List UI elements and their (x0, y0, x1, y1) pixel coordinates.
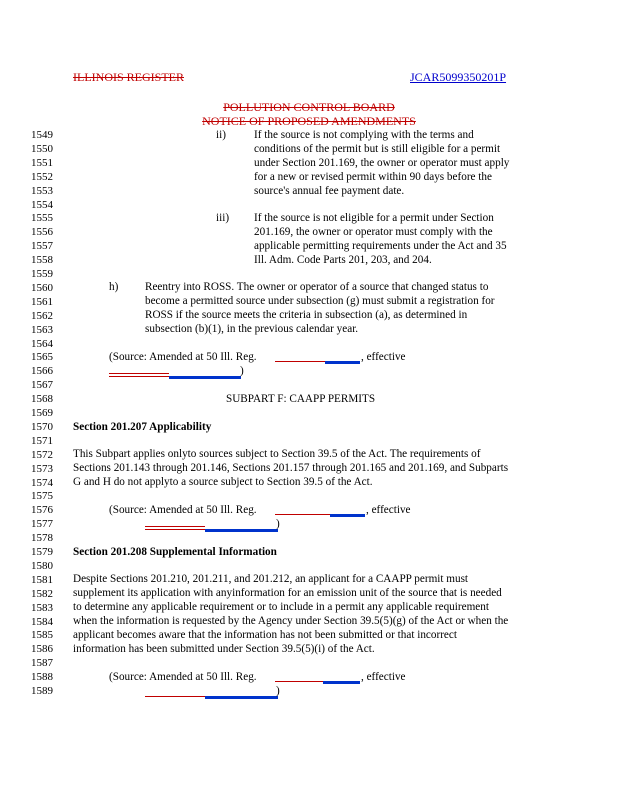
item-ii-text (254, 129, 509, 199)
line-number: 1561 (31, 295, 53, 308)
text-line: G and H do not applyto a source subject to Section 39.5 of the Act. (73, 475, 373, 488)
section-207-heading: Section 201.207 Applicability (73, 421, 212, 433)
section-208-heading: Section 201.208 Supplemental Information (73, 546, 277, 558)
source-prefix: (Source: Amended at 50 Ill. Reg. (109, 504, 257, 516)
strike-blank (145, 696, 205, 697)
strike-blank (275, 681, 323, 682)
line-number: 1567 (31, 379, 53, 392)
source-effective: , effective (361, 671, 406, 683)
insert-blank (205, 696, 278, 699)
line-number: 1554 (31, 198, 53, 211)
line-number: 1580 (31, 559, 53, 572)
source-prefix: (Source: Amended at 50 Ill. Reg. (109, 671, 257, 683)
source-effective: , effective (361, 351, 406, 363)
text-line: subsection (b)(1), in the previous calendar year. (145, 322, 359, 335)
line-number: 1583 (31, 601, 53, 614)
item-ii-label: ii) (216, 129, 226, 141)
text-line: Sections 201.143 through 201.146, Sections 201.157 through 201.165 and 201.169, and Subparts (73, 461, 509, 474)
insert-blank (325, 361, 360, 364)
text-line: become a permitted source under subsection (g) must submit a registration for (145, 294, 495, 307)
source-effective: , effective (366, 504, 411, 516)
text-line: 201.169, the owner or operator must comply with the (254, 225, 493, 238)
line-number: 1557 (31, 240, 53, 253)
text-line: If the source is not eligible for a permit under Section (254, 212, 494, 224)
strike-blank (109, 376, 169, 377)
text-line: supplement its application with anyinformation for an emission unit of the source that is needed (73, 586, 502, 599)
insert-blank (205, 529, 278, 532)
source-close: ) (276, 518, 280, 530)
subpart-heading: SUBPART F: CAAPP PERMITS (226, 393, 376, 405)
line-number: 1553 (31, 184, 53, 197)
line-number: 1588 (31, 671, 53, 684)
text-line: conditions of the permit but is still eligible for a permit (254, 142, 501, 155)
source-close: ) (276, 685, 280, 697)
item-h-label: h) (109, 281, 119, 293)
line-number: 1581 (31, 573, 53, 586)
line-number: 1549 (31, 129, 53, 141)
line-number: 1550 (31, 142, 53, 155)
insert-blank (330, 514, 365, 517)
text-line: to determine any applicable requirement or to include in a permit any applicable requirement (73, 600, 489, 613)
text-line: Despite Sections 201.210, 201.211, and 201.212, an applicant for a CAAPP permit must (73, 573, 469, 585)
text-line: information has been submitted under Section 39.5(5)(i) of the Act. (73, 642, 375, 655)
line-number: 1560 (31, 281, 53, 294)
item-iii-label: iii) (216, 212, 230, 224)
line-number: 1552 (31, 170, 53, 183)
insert-blank (323, 681, 360, 684)
source-prefix: (Source: Amended at 50 Ill. Reg. (109, 351, 257, 363)
line-number: 1576 (31, 504, 53, 517)
text-line: Reentry into ROSS. The owner or operator of a source that changed status to (145, 281, 489, 293)
line-number: 1558 (31, 254, 53, 267)
strike-blank (145, 526, 205, 527)
register-header: ILLINOIS REGISTER (73, 70, 184, 84)
insert-blank (169, 376, 241, 379)
line-number: 1585 (31, 629, 53, 642)
line-number: 1579 (31, 546, 53, 558)
strike-blank (109, 373, 169, 374)
text-line: applicant becomes aware that the information has not been submitted or that incorrect (73, 628, 457, 641)
line-number: 1569 (31, 407, 53, 419)
line-number: 1586 (31, 643, 53, 656)
line-number: 1562 (31, 309, 53, 322)
text-line: If the source is not complying with the terms and (254, 129, 474, 141)
text-line: under Section 201.169, the owner or operator must apply (254, 156, 510, 169)
line-number: 1570 (31, 420, 53, 433)
text-line: ROSS if the source meets the criteria in subsection (a), as determined in (145, 308, 468, 321)
strike-blank (145, 529, 205, 530)
line-number: 1573 (31, 462, 53, 475)
item-h-text (145, 281, 495, 337)
line-number: 1589 (31, 685, 53, 697)
source-note (109, 351, 257, 365)
text-line: Ill. Adm. Code Parts 201, 203, and 204. (254, 253, 432, 266)
text-line: This Subpart applies onlyto sources subject to Section 39.5 of the Act. The requirements of (73, 448, 481, 460)
line-number: 1564 (31, 337, 53, 350)
line-number: 1578 (31, 532, 53, 545)
line-number: 1551 (31, 156, 53, 169)
text-line: applicable permitting requirements under the Act and 35 (254, 239, 507, 252)
notice-title: NOTICE OF PROPOSED AMENDMENTS (202, 114, 416, 128)
board-title: POLLUTION CONTROL BOARD (223, 100, 395, 114)
source-close: ) (240, 365, 244, 377)
source-note (109, 504, 257, 518)
line-number: 1559 (31, 268, 53, 280)
section-208-text (73, 573, 508, 656)
line-number: 1568 (31, 393, 53, 406)
section-207-text (73, 448, 508, 490)
line-number: 1575 (31, 490, 53, 503)
line-number: 1563 (31, 323, 53, 336)
line-number: 1566 (31, 365, 53, 378)
text-line: source's annual fee payment date. (254, 184, 405, 197)
line-number: 1587 (31, 657, 53, 670)
text-line: for a new or revised permit within 90 days before the (254, 170, 492, 183)
item-iii-text (254, 212, 507, 268)
line-number: 1574 (31, 476, 53, 489)
line-number: 1565 (31, 351, 53, 364)
line-number: 1572 (31, 448, 53, 461)
line-number: 1556 (31, 226, 53, 239)
text-line: when the information is requested by the Agency under Section 39.5(5)(g) of the Act or when the (73, 614, 509, 627)
line-number: 1577 (31, 518, 53, 531)
line-number: 1555 (31, 212, 53, 225)
line-number: 1582 (31, 587, 53, 600)
jcar-code: JCAR5099350201P (410, 70, 507, 84)
strike-blank (275, 361, 325, 362)
line-number: 1571 (31, 434, 53, 447)
source-note (109, 671, 257, 685)
strike-blank (275, 514, 330, 515)
line-number: 1584 (31, 615, 53, 628)
